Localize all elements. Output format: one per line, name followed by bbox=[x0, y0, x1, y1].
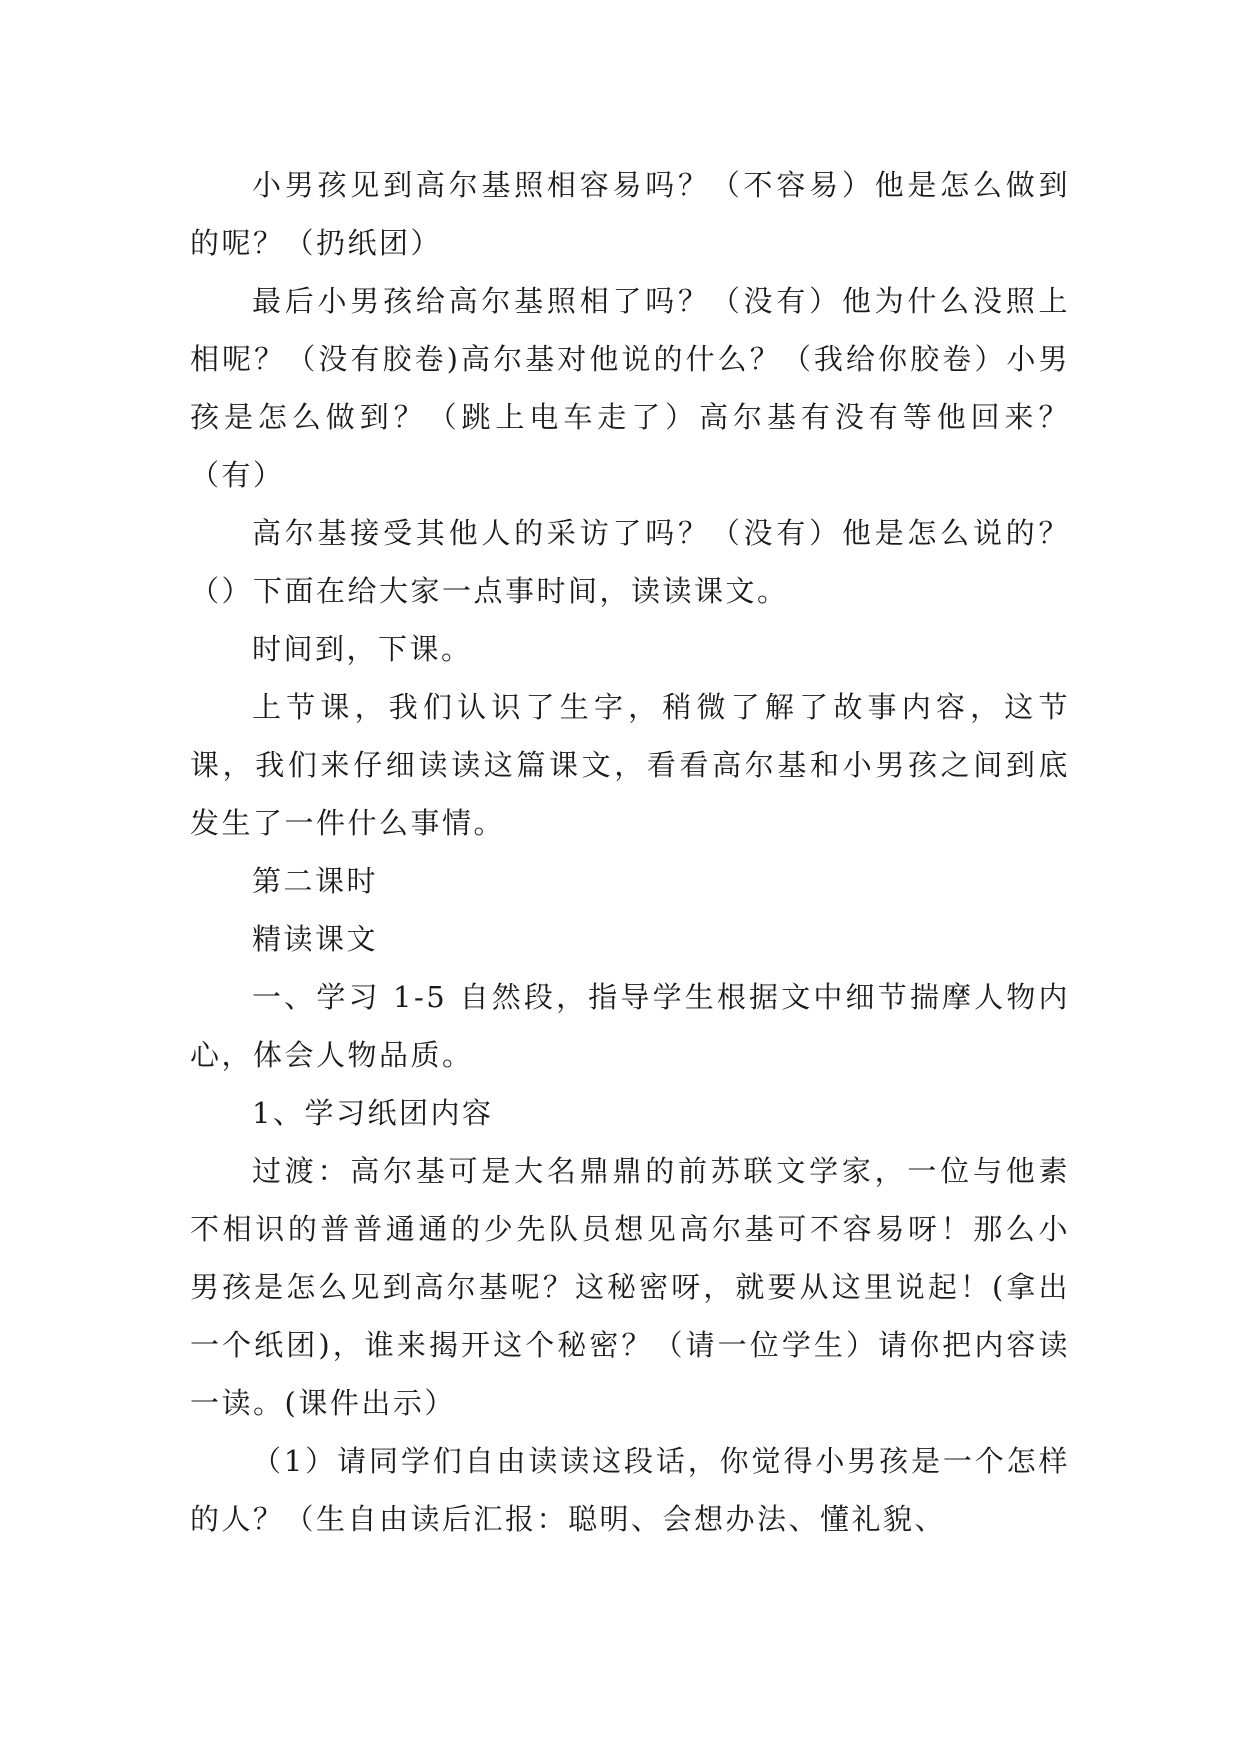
paragraph: （1）请同学们自由读读这段话，你觉得小男孩是一个怎样的人？（生自由读后汇报：聪明、会想办法、懂礼貌、 bbox=[190, 1444, 1070, 1536]
paragraph: 上节课，我们认识了生字，稍微了解了故事内容，这节课，我们来仔细读读这篇课文，看看高尔基和小男孩之间到底发生了一件什么事情。 bbox=[190, 690, 1070, 840]
paragraph: 一、学习 1-5 自然段，指导学生根据文中细节揣摩人物内心，体会人物品质。 bbox=[190, 980, 1070, 1072]
subsection-heading: 1、学习纸团内容 bbox=[252, 1096, 494, 1130]
paragraph: 时间到，下课。 bbox=[252, 632, 473, 666]
paragraph: 过渡：高尔基可是大名鼎鼎的前苏联文学家，一位与他素不相识的普普通通的少先队员想见高尔基可不容易呀！那么小男孩是怎么见到高尔基呢？这秘密呀，就要从这里说起！(拿出一个纸团)，谁来揭开这个秘密？（请一位学生）请你把内容读一读。(课件出示） bbox=[190, 1154, 1070, 1420]
paragraph: 小男孩见到高尔基照相容易吗？（不容易）他是怎么做到的呢？（扔纸团） bbox=[190, 168, 1070, 260]
document-body bbox=[190, 156, 1070, 1548]
section-heading-reading: 精读课文 bbox=[252, 922, 379, 956]
paragraph: 高尔基接受其他人的采访了吗？（没有）他是怎么说的？（）下面在给大家一点事时间，读读课文。 bbox=[190, 516, 1070, 608]
paragraph: 最后小男孩给高尔基照相了吗？（没有）他为什么没照上相呢？（没有胶卷)高尔基对他说的什么？（我给你胶卷）小男孩是怎么做到？（跳上电车走了）高尔基有没有等他回来？（有） bbox=[190, 284, 1070, 492]
section-heading-lesson: 第二课时 bbox=[252, 864, 379, 898]
